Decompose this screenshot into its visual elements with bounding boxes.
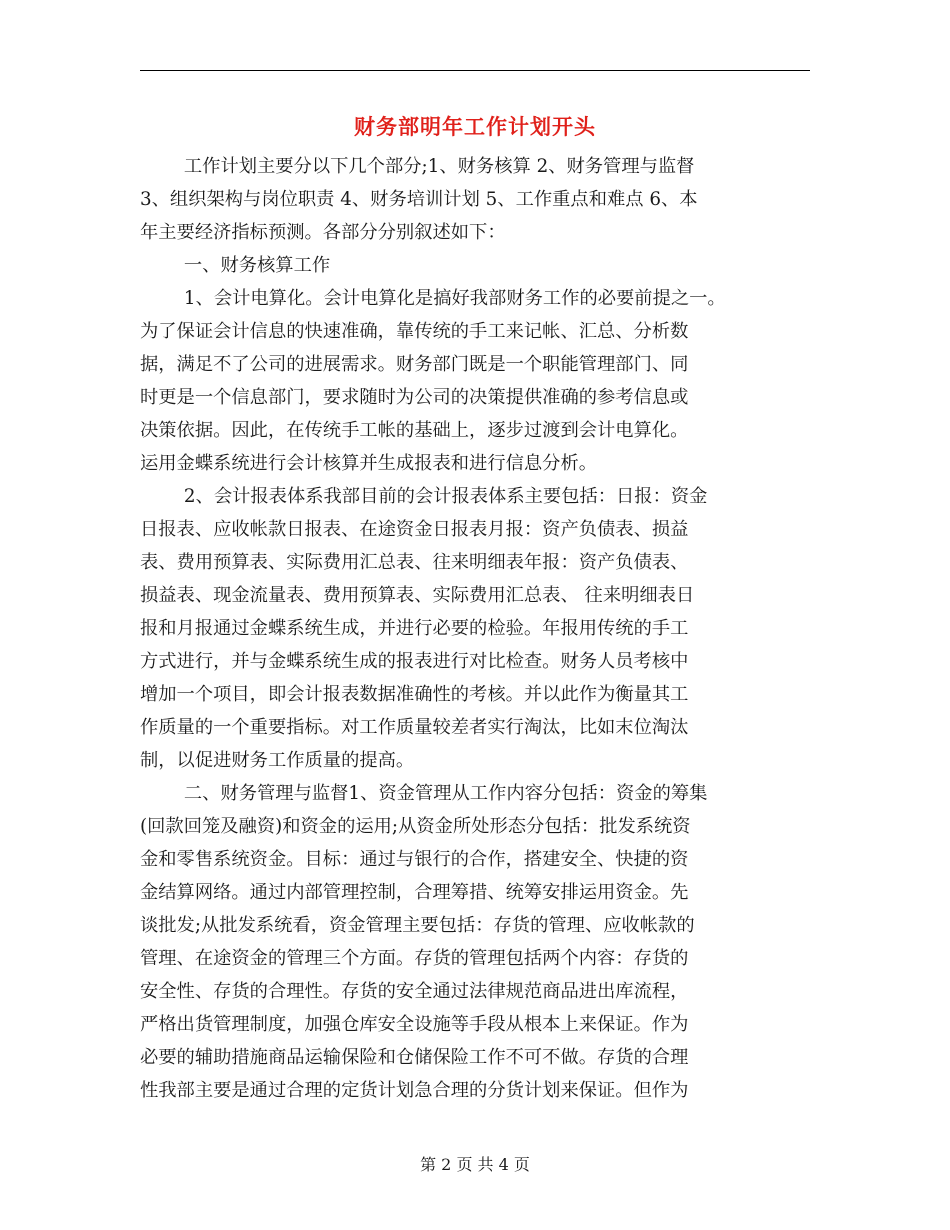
document-title: 财务部明年工作计划开头 bbox=[354, 114, 596, 139]
text-line: 性我部主要是通过合理的定货计划急合理的分货计划来保证。但作为 bbox=[140, 1080, 689, 1101]
text-line: 运用金蝶系统进行会计核算并生成报表和进行信息分析。 bbox=[140, 453, 598, 474]
text-line: (回款回笼及融资)和资金的运用;从资金所处形态分包括：批发系统资 bbox=[140, 816, 691, 837]
text-line: 据，满足不了公司的进展需求。财务部门既是一个职能管理部门、同 bbox=[140, 354, 689, 375]
text-line: 方式进行，并与金蝶系统生成的报表进行对比检查。财务人员考核中 bbox=[140, 651, 689, 672]
text-line: 年主要经济指标预测。各部分分别叙述如下： bbox=[140, 222, 506, 243]
text-line: 决策依据。因此，在传统手工帐的基础上，逐步过渡到会计电算化。 bbox=[140, 420, 689, 441]
header-rule bbox=[140, 70, 810, 71]
text-line: 工作计划主要分以下几个部分;1、财务核算 2、财务管理与监督 bbox=[183, 156, 695, 177]
text-line: 安全性、存货的合理性。存货的安全通过法律规范商品进出库流程， bbox=[140, 981, 689, 1002]
text-line: 谈批发;从批发系统看，资金管理主要包括：存货的管理、应收帐款的 bbox=[140, 915, 695, 936]
text-line: 管理、在途资金的管理三个方面。存货的管理包括两个内容：存货的 bbox=[140, 948, 689, 969]
text-line: 3、组织架构与岗位职责 4、财务培训计划 5、工作重点和难点 6、本 bbox=[140, 189, 698, 210]
text-line: 报和月报通过金蝶系统生成，并进行必要的检验。年报用传统的手工 bbox=[140, 618, 689, 639]
page-footer: 第 2 页 共 4 页 bbox=[420, 1155, 530, 1174]
text-line: 必要的辅助措施商品运输保险和仓储保险工作不可不做。存货的合理 bbox=[140, 1047, 689, 1068]
text-line: 损益表、现金流量表、费用预算表、实际费用汇总表、 往来明细表日 bbox=[140, 585, 695, 606]
text-line: 二、财务管理与监督1、资金管理从工作内容分包括：资金的筹集 bbox=[183, 783, 708, 804]
text-line: 为了保证会计信息的快速准确，靠传统的手工来记帐、汇总、分析数 bbox=[140, 321, 689, 342]
text-line: 2、会计报表体系我部目前的会计报表体系主要包括：日报：资金 bbox=[183, 486, 708, 507]
text-line: 一、财务核算工作 bbox=[183, 255, 331, 276]
text-line: 增加一个项目，即会计报表数据准确性的考核。并以此作为衡量其工 bbox=[140, 684, 689, 705]
text-line: 表、费用预算表、实际费用汇总表、往来明细表年报：资产负债表、 bbox=[140, 552, 689, 573]
text-line: 金和零售系统资金。目标：通过与银行的合作，搭建安全、快捷的资 bbox=[140, 849, 689, 870]
text-line: 时更是一个信息部门，要求随时为公司的决策提供准确的参考信息或 bbox=[140, 387, 689, 408]
text-line: 制，以促进财务工作质量的提高。 bbox=[140, 750, 415, 771]
text-line: 日报表、应收帐款日报表、在途资金日报表月报：资产负债表、损益 bbox=[140, 519, 689, 540]
text-line: 严格出货管理制度，加强仓库安全设施等手段从根本上来保证。作为 bbox=[140, 1014, 689, 1035]
text-line: 1、会计电算化。会计电算化是搞好我部财务工作的必要前提之一。 bbox=[183, 288, 726, 309]
text-line: 作质量的一个重要指标。对工作质量较差者实行淘汰，比如末位淘汰 bbox=[140, 717, 689, 738]
document-body bbox=[140, 150, 810, 1107]
text-line: 金结算网络。通过内部管理控制，合理筹措、统筹安排运用资金。先 bbox=[140, 882, 689, 903]
